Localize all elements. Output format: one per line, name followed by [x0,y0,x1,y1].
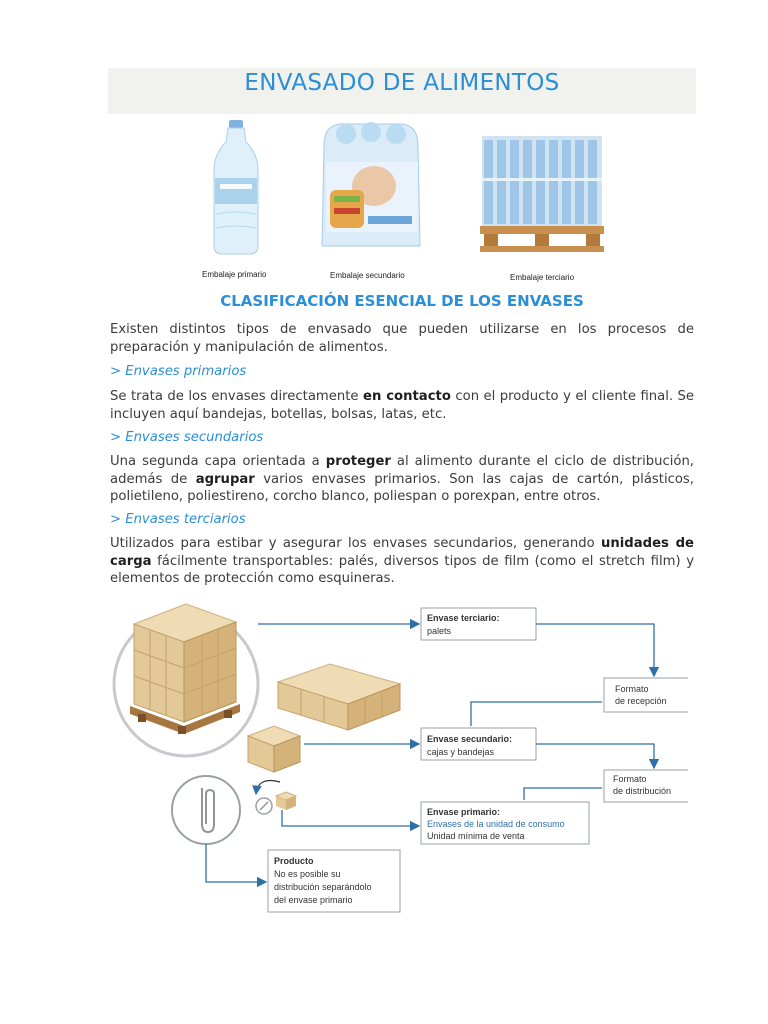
primarios-heading: > Envases primarios [110,364,247,379]
secundario-title: Envase secundario: [427,734,513,744]
tertiary-caption: Embalaje terciario [510,273,575,282]
distribucion-line1: Formato [613,774,647,784]
intro-paragraph: Existen distintos tipos de envasado que pueden utilizarse en los procesos de preparación y manipulación de alimentos. [110,322,694,355]
secondary-packaging-photo [316,116,426,256]
section-title: CLASIFICACIÓN ESENCIAL DE LOS ENVASES [220,292,584,310]
producto-line3: del envase primario [274,895,353,905]
tray-illustration [278,664,400,730]
recepcion-line1: Formato [615,684,649,694]
primary-packaging-photo [196,118,276,258]
single-box-illustration [248,726,300,772]
primario-title: Envase primario: [427,807,501,817]
terciarios-heading: > Envases terciarios [110,512,246,527]
primario-desc2: Unidad mínima de venta [427,831,525,841]
pallet-illustration [130,604,240,734]
distribucion-line2: de distribución [613,786,672,796]
primary-caption: Embalaje primario [202,270,267,279]
secundarios-paragraph: Una segunda capa orientada a proteger al alimento durante el ciclo de distribución, además de agrupar varios envases primarios. Son las cajas de cartón, plásticos, polietileno, poliestireno, corcho blanco, poliespan o porexpan, entre otros. [110,454,694,504]
secundario-desc: cajas y bandejas [427,747,495,757]
terciarios-paragraph: Utilizados para estibar y asegurar los envases secundarios, generando unidades de carga fácilmente transportables: palés, diversos tipos de film (como el stretch film) y elementos de protección como esquineras. [110,536,694,586]
page-title: ENVASADO DE ALIMENTOS [244,70,560,96]
secundarios-heading: > Envases secundarios [110,430,264,445]
producto-line2: distribución separándolo [274,882,372,892]
title-band [108,68,696,114]
terciario-title: Envase terciario: [427,613,500,623]
tertiary-packaging-photo [478,130,606,256]
producto-title: Producto [274,856,314,866]
secondary-caption: Embalaje secundario [330,271,405,280]
packaging-diagram [108,598,688,924]
primarios-paragraph: Se trata de los envases directamente en contacto con el producto y el cliente final. Se incluyen aquí bandejas, botellas, bolsas, latas, etc. [110,389,695,422]
primario-desc1: Envases de la unidad de consumo [427,819,565,829]
recepcion-line2: de recepción [615,696,667,706]
producto-line1: No es posible su [274,869,341,879]
terciario-desc: palets [427,626,452,636]
